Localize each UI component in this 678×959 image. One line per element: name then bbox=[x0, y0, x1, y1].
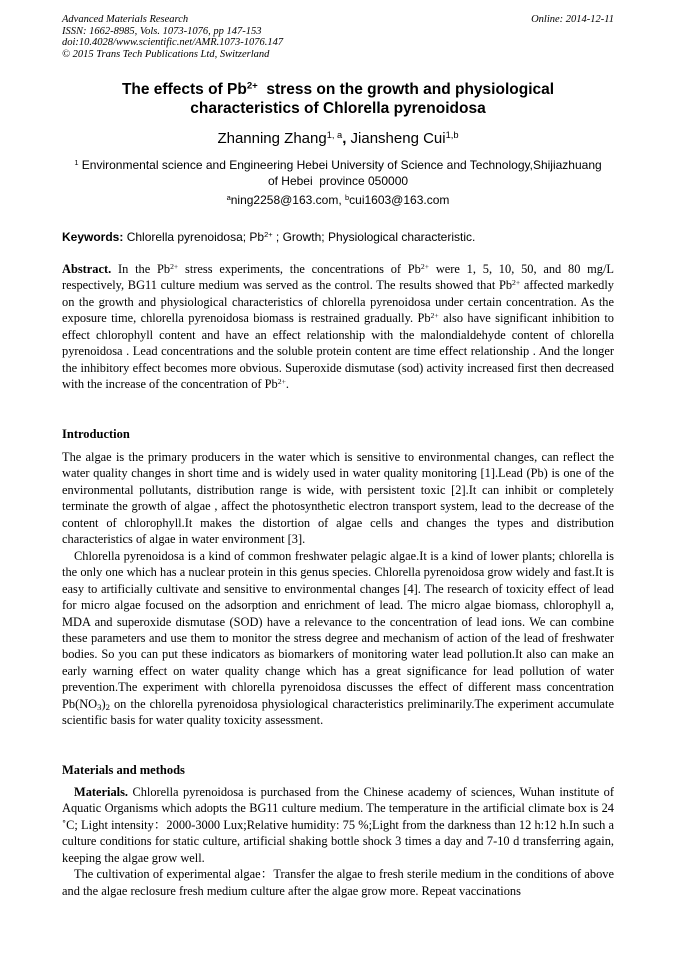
author-list bbox=[62, 130, 614, 148]
keywords-superscript: 2+ bbox=[264, 229, 273, 239]
issn-line: ISSN: 1662-8985, Vols. 1073-1076, pp 147-153 bbox=[62, 25, 262, 37]
intro-text: Chlorella pyrenoidosa is a kind of common freshwater pelagic algae.It is a kind of lower plants; chlorella is the only one which has a nuclear protein in this genus species. Chlorella pyrenoidosa grow widely and fast.It is easy to artificially cultivate and sensitive to environmental changes [4]. The research of toxicity effect of lead for micro algae focused on the adsorption and enrichment of lead. The micro algae biomass, chlorophyll a, MDA and superoxide dismutase (SOD) have a relevance to the concentration of lead ions. We can combine these parameters and use them to monitor the stress degree and mechanism of action of the lead of freshwater bodies. So you can put these indicators as biomarkers of monitoring water lead pollution.It also can make an early warning effect on water quality change which has a great significance for lead pollution of water prevention.The experiment with chlorella pyrenoidosa discusses the effect of different mass concentration Pb(NO bbox=[62, 548, 614, 711]
paper-title bbox=[62, 80, 614, 118]
methods-heading: Materials and methods bbox=[62, 763, 185, 777]
intro-subscript: 3 bbox=[97, 701, 102, 712]
keywords-text: ; Growth; Physiological characteristic. bbox=[272, 230, 476, 244]
affiliation-line-2: of Hebei province 050000 bbox=[267, 173, 409, 188]
copyright-line: © 2015 Trans Tech Publications Ltd, Switzerland bbox=[62, 48, 270, 60]
affiliation-mark: 1 bbox=[74, 157, 79, 167]
materials-label: Materials. bbox=[74, 785, 129, 799]
intro-paragraph-2 bbox=[62, 548, 614, 729]
email-link[interactable]: cui1603@163.com bbox=[349, 193, 450, 207]
abstract-text: were 1, 5, 10, 50, and 80 mg/L respectively, BG11 culture medium was served as the control. The results showed that Pb bbox=[62, 262, 615, 293]
abstract-text: stress experiments, the concentrations of Pb bbox=[178, 262, 421, 276]
keywords-text: Chlorella pyrenoidosa; Pb bbox=[123, 230, 265, 244]
abstract-text: . bbox=[285, 377, 290, 392]
author-affiliation-mark: 1,b bbox=[445, 129, 459, 140]
methods-paragraph-1 bbox=[62, 784, 614, 866]
doi-line[interactable]: doi:10.4028/www.scientific.net/AMR.1073-1076.147 bbox=[62, 37, 284, 48]
intro-paragraph-1: The algae is the primary producers in the water which is sensitive to environmental changes, can reflect the water quality changes in short time and is widely used in water quality monitoring [1].Lead (Pb) is one of the environmental pollutants, distribution range is wide, with persistent toxic [2].It can inhibit or completely terminate the growth of algae , affect the photosynthetic electron transport system, lead to the decrease of the content of chlorophyll.It makes the distortion of algae cells and changes the types and distribution characteristics of algae in water environment [3]. bbox=[62, 450, 614, 547]
author-name: Zhanning Zhang bbox=[217, 130, 327, 147]
email-mark: a bbox=[226, 192, 231, 202]
intro-text: ) bbox=[101, 696, 106, 711]
abstract-superscript: 2+ bbox=[430, 311, 439, 321]
abstract-superscript: 2+ bbox=[420, 261, 430, 271]
author-affiliation-mark: 1, a bbox=[326, 129, 343, 140]
author-separator: , bbox=[342, 130, 347, 147]
introduction-heading: Introduction bbox=[62, 427, 130, 441]
abstract bbox=[62, 261, 614, 393]
intro-subscript: 2 bbox=[105, 701, 110, 712]
keywords-label: Keywords: bbox=[62, 230, 124, 244]
title-part: stress on the growth and physiological bbox=[257, 81, 555, 98]
email-link[interactable]: ning2258@163.com, bbox=[230, 193, 345, 207]
author-name: Jiansheng Cui bbox=[346, 130, 446, 147]
keywords bbox=[62, 230, 614, 245]
introduction-section bbox=[62, 449, 614, 729]
abstract-superscript: 2+ bbox=[512, 278, 521, 288]
title-superscript: 2+ bbox=[246, 80, 258, 92]
author-emails bbox=[62, 193, 614, 208]
abstract-superscript: 2+ bbox=[277, 376, 286, 386]
abstract-superscript: 2+ bbox=[170, 261, 179, 271]
title-line-2: characteristics of Chlorella pyrenoidosa bbox=[190, 100, 486, 117]
title-part: The effects of Pb bbox=[121, 81, 247, 98]
online-date: Online: 2014-12-11 bbox=[531, 14, 614, 25]
abstract-text: also have significant inhibition to effect chlorophyll content and have an effect relationship with the malondialdehyde content of chlorella pyrenoidosa . Lead concentrations and the soluble protein content are time effect relationship . And the longer the inhibitory effect becomes more obvious. Superoxide dismutase (sod) activity increased first then decreased with the increase of the concentration of Pb bbox=[62, 311, 615, 392]
methods-section bbox=[62, 784, 614, 899]
affiliation bbox=[62, 158, 614, 189]
abstract-text: affected markedly on the growth and physiological characteristics of chlorella pyrenoidosa under certain concentration. As the exposure time, chlorella pyrenoidosa biomass is restrained gradually. Pb bbox=[62, 278, 614, 326]
intro-text: on the chlorella pyrenoidosa physiological characteristics preliminarily.The experiment accumulate scientific basis for water quality toxicity assessment. bbox=[62, 696, 614, 728]
affiliation-line-1: Environmental science and Engineering Hebei University of Science and Technology,Shijiazhuang bbox=[78, 158, 602, 172]
abstract-text: In the Pb bbox=[111, 262, 171, 276]
abstract-label: Abstract. bbox=[62, 262, 112, 276]
methods-paragraph-2: The cultivation of experimental algae：Transfer the algae to fresh sterile medium in the conditions of above and the algae reclosure fresh medium culture after the algae grow more. Repeat vaccinations bbox=[62, 867, 614, 898]
journal-name: Advanced Materials Research bbox=[62, 14, 189, 25]
methods-text: Chlorella pyrenoidosa is purchased from the Chinese academy of sciences, Wuhan institute of Aquatic Organisms which adopts the BG11 culture medium. The temperature in the artificial climate box is 24 ˚C; Light intensity：2000-3000 Lux;Relative humidity: 75 %;Light from the darkness than 12 h:12 h.In such a culture conditions for static culture, artificial shaking bottle shock 3 times a day and 7-10 d transferring again, keeping the algae grow well. bbox=[62, 785, 614, 865]
email-mark: b bbox=[345, 192, 350, 202]
journal-header bbox=[62, 14, 614, 60]
